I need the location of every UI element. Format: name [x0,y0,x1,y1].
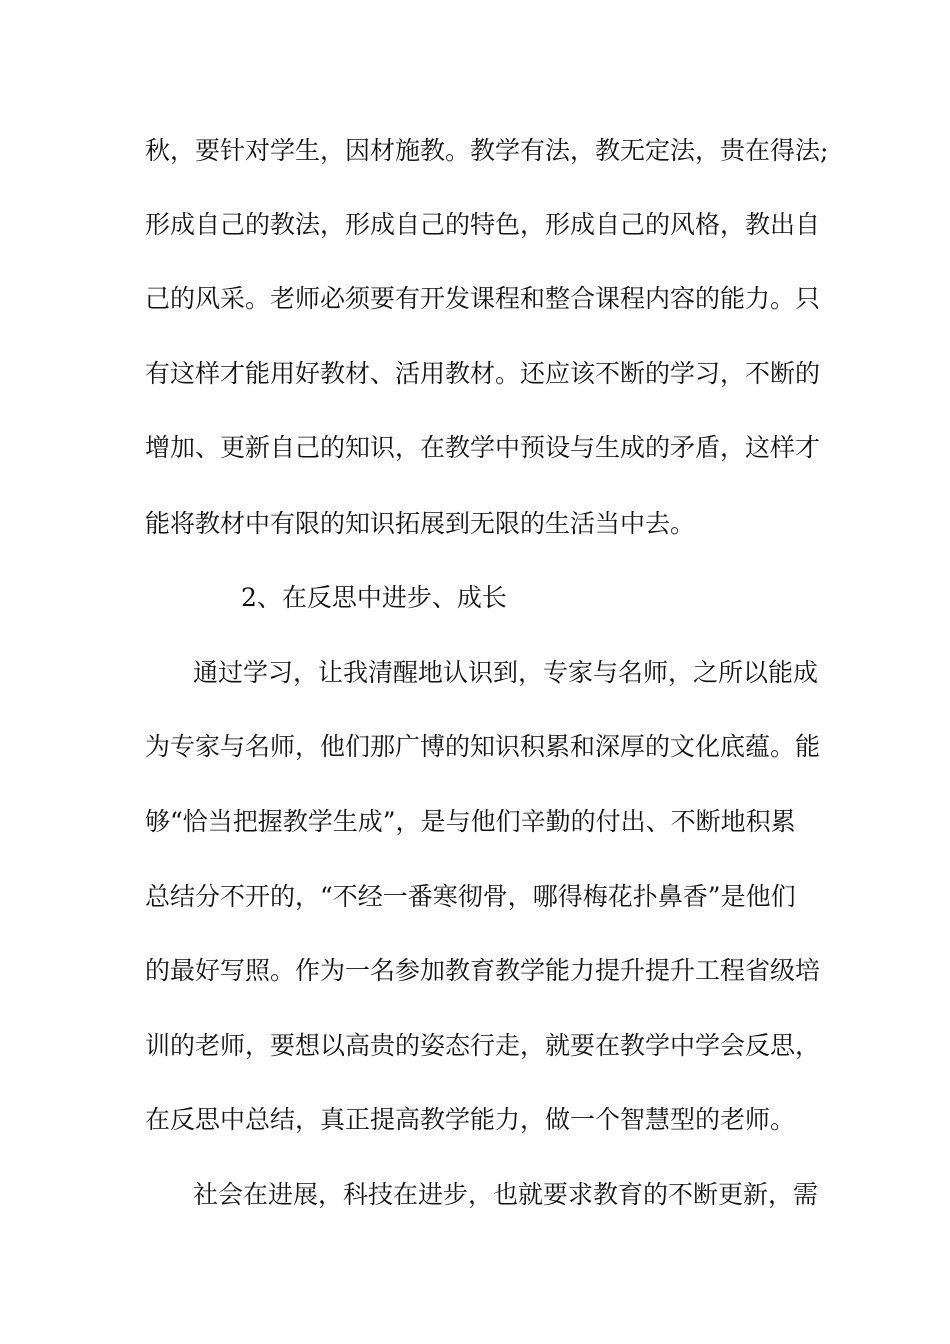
paragraph-line: 有这样才能用好教材、活用教材。还应该不断的学习，不断的 [145,359,821,388]
paragraph-line: 够“恰当把握教学生成”，是与他们辛勤的付出、不断地积累 [145,807,796,836]
paragraph-line: 在反思中总结，真正提高教学能力，做一个智慧型的老师。 [145,1105,796,1134]
paragraph-line: 总结分不开的，“不经一番寒彻骨，哪得梅花扑鼻香”是他们 [145,882,796,911]
paragraph-line: 通过学习，让我清醒地认识到，专家与名师，之所以能成 [193,658,819,687]
paragraph-line: 训的老师，要想以高贵的姿态行走，就要在教学中学会反思， [145,1031,821,1060]
paragraph-line: 为专家与名师，他们那广博的知识积累和深厚的文化底蕴。能 [145,732,821,761]
paragraph-line: 能将教材中有限的知识拓展到无限的生活当中去。 [145,509,696,538]
paragraph-line: 形成自己的教法，形成自己的特色，形成自己的风格，教出自 [145,210,821,239]
paragraph-line: 的最好写照。作为一名参加教育教学能力提升提升工程省级培 [145,956,821,985]
paragraph-line: 己的风采。老师必须要有开发课程和整合课程内容的能力。只 [145,284,821,313]
paragraph-line: 秋，要针对学生，因材施教。教学有法，教无定法，贵在得法; [145,136,829,165]
paragraph-line: 社会在进展，科技在进步，也就要求教育的不断更新，需 [193,1180,819,1209]
paragraph-line: 增加、更新自己的知识，在教学中预设与生成的矛盾，这样才 [145,433,821,462]
section-heading: 2、在反思中进步、成长 [241,583,507,612]
